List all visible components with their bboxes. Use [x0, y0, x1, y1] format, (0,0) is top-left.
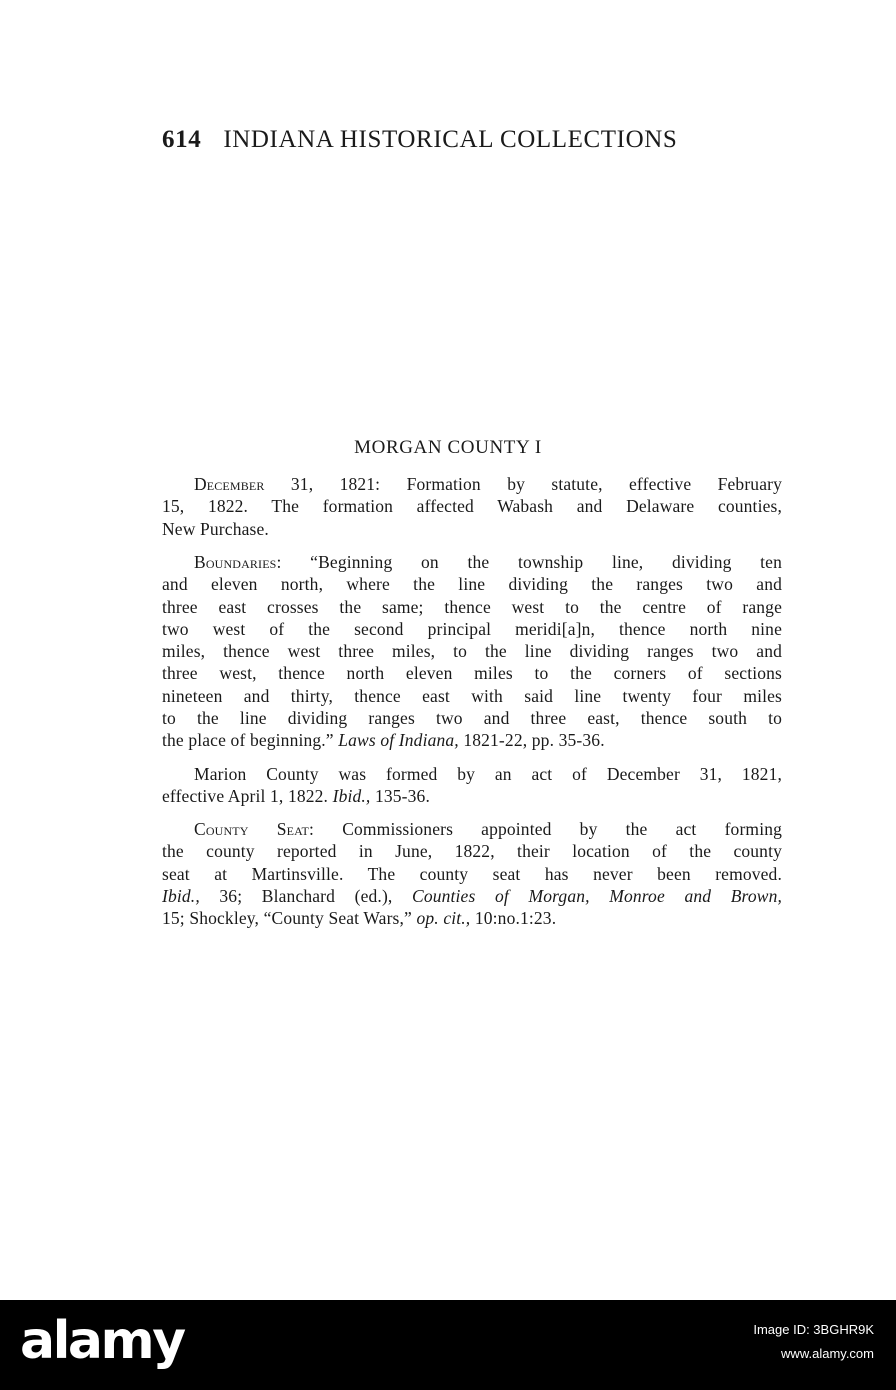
- text-line: and eleven north, where the line dividing the ranges two and: [162, 574, 782, 595]
- paragraph-boundaries: [162, 551, 782, 752]
- text-line: nineteen and thirty, thence east with said line twenty four miles: [162, 685, 782, 706]
- text-line: to the line dividing ranges two and three east, thence south to: [162, 708, 782, 729]
- section-title: MORGAN COUNTY I: [354, 437, 542, 458]
- paragraph-label: County Seat: [194, 819, 310, 839]
- text-line: the place of beginning.” Laws of Indiana, 1821-22, pp. 35-36.: [162, 730, 605, 751]
- text-line: effective April 1, 1822. Ibid., 135-36.: [162, 786, 430, 807]
- paragraph-marion: [162, 763, 782, 808]
- brand-logo: alamy: [20, 1311, 184, 1371]
- citation-ibid: Ibid.,: [332, 786, 371, 807]
- text-line: New Purchase.: [162, 518, 269, 539]
- text-line: Marion County was formed by an act of December 31, 1821,: [194, 764, 782, 784]
- text-line: 15; Shockley, “County Seat Wars,” op. cit., 10:no.1:23.: [162, 908, 557, 929]
- citation-title: Counties of Morgan, Monroe and Brown,: [412, 885, 783, 906]
- text-line: County Seat: Commissioners appointed by the act forming: [194, 819, 783, 839]
- running-head: [162, 126, 677, 154]
- paragraph-county-seat: [162, 818, 782, 929]
- text-line: seat at Martinsville. The county seat has never been removed.: [162, 863, 782, 884]
- citation-title: Laws of Indiana,: [338, 730, 459, 751]
- running-head-title: INDIANA HISTORICAL COLLECTIONS: [223, 126, 678, 153]
- paragraph-label: Boundaries: [194, 552, 277, 572]
- text-line: three east crosses the same; thence west to the centre of range: [162, 596, 782, 617]
- paragraph-formation: [162, 473, 782, 540]
- text-line: 15, 1822. The formation affected Wabash and Delaware counties,: [162, 496, 782, 517]
- text-line: two west of the second principal meridi[a]n, thence north nine: [162, 618, 782, 639]
- text-line: December 31, 1821: Formation by statute, effective February: [194, 474, 782, 494]
- paragraph-label: December: [194, 474, 265, 494]
- image-id-label: Image ID: 3BGHR9K: [753, 1322, 874, 1337]
- text-line: the county reported in June, 1822, their location of the county: [162, 841, 782, 862]
- text-line: Ibid., 36; Blanchard (ed.), Counties of Morgan, Monroe and Brown,: [162, 885, 783, 906]
- text-line: miles, thence west three miles, to the line dividing ranges two and: [162, 641, 782, 662]
- text-line: three west, thence north eleven miles to the corners of sections: [162, 663, 782, 684]
- site-url: www.alamy.com: [781, 1346, 874, 1361]
- page-number: 614: [162, 126, 202, 153]
- text-line: Boundaries: “Beginning on the township line, dividing ten: [194, 552, 782, 572]
